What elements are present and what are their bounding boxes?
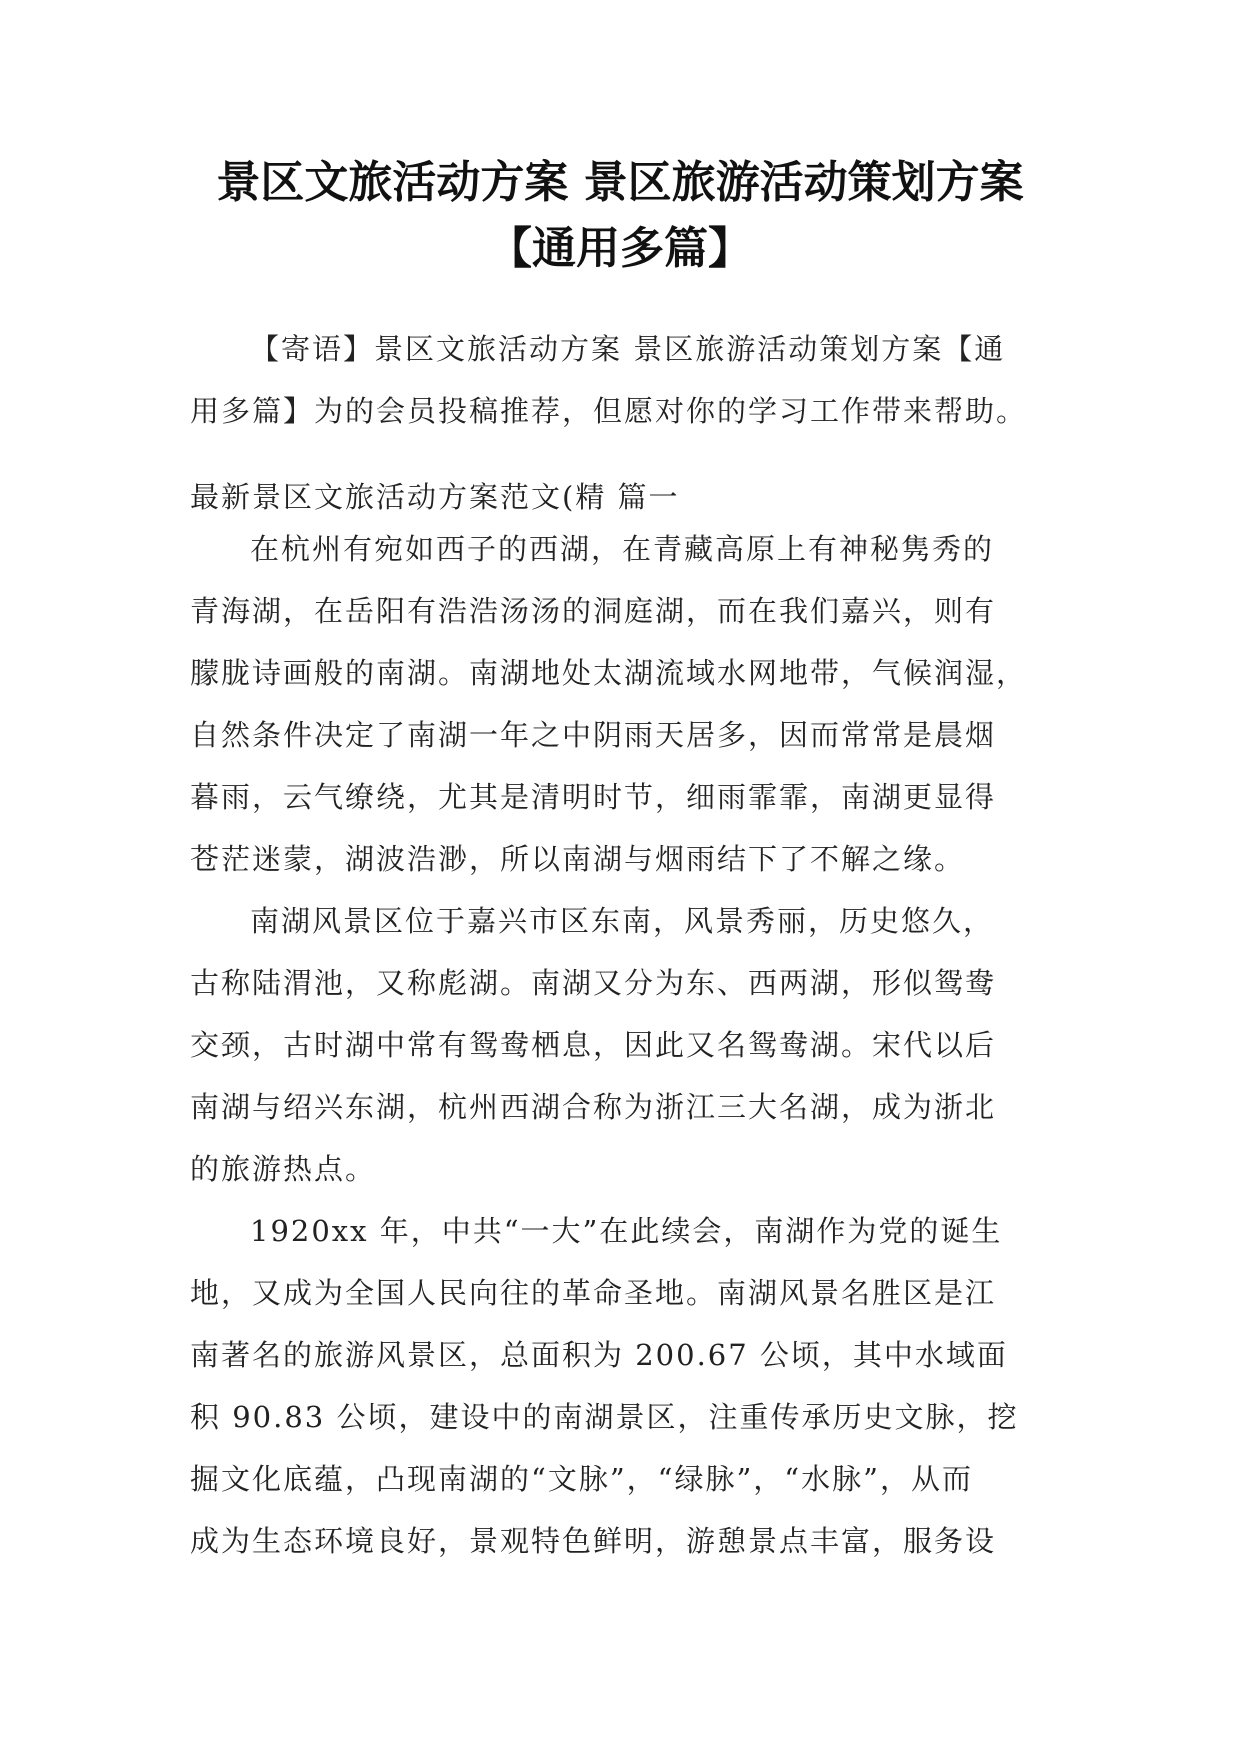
intro-paragraph [190,318,1060,442]
title-line-1: 景区文旅活动方案 景区旅游活动策划方案 [216,157,1024,208]
paragraph-line: 1920xx 年，中共“一大”在此续会，南湖作为党的诞生 [250,1214,1003,1248]
intro-line-2: 用多篇】为的会员投稿推荐，但愿对你的学习工作带来帮助。 [190,394,1028,428]
paragraph-line: 青海湖，在岳阳有浩浩汤汤的洞庭湖，而在我们嘉兴，则有 [190,594,997,628]
paragraph-1 [190,518,1060,890]
paragraph-line: 地，又成为全国人民向往的革命圣地。南湖风景名胜区是江 [190,1276,997,1310]
paragraph-2 [190,890,1060,1200]
paragraph-line: 积 90.83 公顷，建设中的南湖景区，注重传承历史文脉，挖 [190,1400,1019,1434]
title-line-2: 【通用多篇】 [488,223,752,274]
paragraph-line: 古称陆渭池，又称彪湖。南湖又分为东、西两湖，形似鸳鸯 [190,966,997,1000]
paragraph-line: 南湖与绍兴东湖，杭州西湖合称为浙江三大名湖，成为浙北 [190,1090,997,1124]
intro-line-1: 【寄语】景区文旅活动方案 景区旅游活动策划方案【通 [250,332,1006,366]
section-heading-text: 最新景区文旅活动方案范文(精 篇一 [190,480,680,514]
paragraph-line: 自然条件决定了南湖一年之中阴雨天居多，因而常常是晨烟 [190,718,997,752]
paragraph-line: 南湖风景区位于嘉兴市区东南，风景秀丽，历史悠久， [250,904,995,938]
paragraph-line: 苍茫迷蒙，湖波浩渺，所以南湖与烟雨结下了不解之缘。 [190,842,966,876]
paragraph-line: 掘文化底蕴，凸现南湖的“文脉”，“绿脉”，“水脉”，从而 [190,1462,973,1496]
document-title [170,150,1070,282]
paragraph-3 [190,1200,1060,1572]
paragraph-line: 在杭州有宛如西子的西湖，在青藏高原上有神秘隽秀的 [250,532,995,566]
paragraph-line: 南著名的旅游风景区，总面积为 200.67 公顷，其中水域面 [190,1338,1008,1372]
paragraph-line: 暮雨，云气缭绕，尤其是清明时节，细雨霏霏，南湖更显得 [190,780,997,814]
paragraph-line: 交颈，古时湖中常有鸳鸯栖息，因此又名鸳鸯湖。宋代以后 [190,1028,997,1062]
paragraph-line: 朦胧诗画般的南湖。南湖地处太湖流域水网地带，气候润湿， [190,656,1028,690]
paragraph-line: 的旅游热点。 [190,1152,377,1186]
paragraph-line: 成为生态环境良好，景观特色鲜明，游憩景点丰富，服务设 [190,1524,997,1558]
